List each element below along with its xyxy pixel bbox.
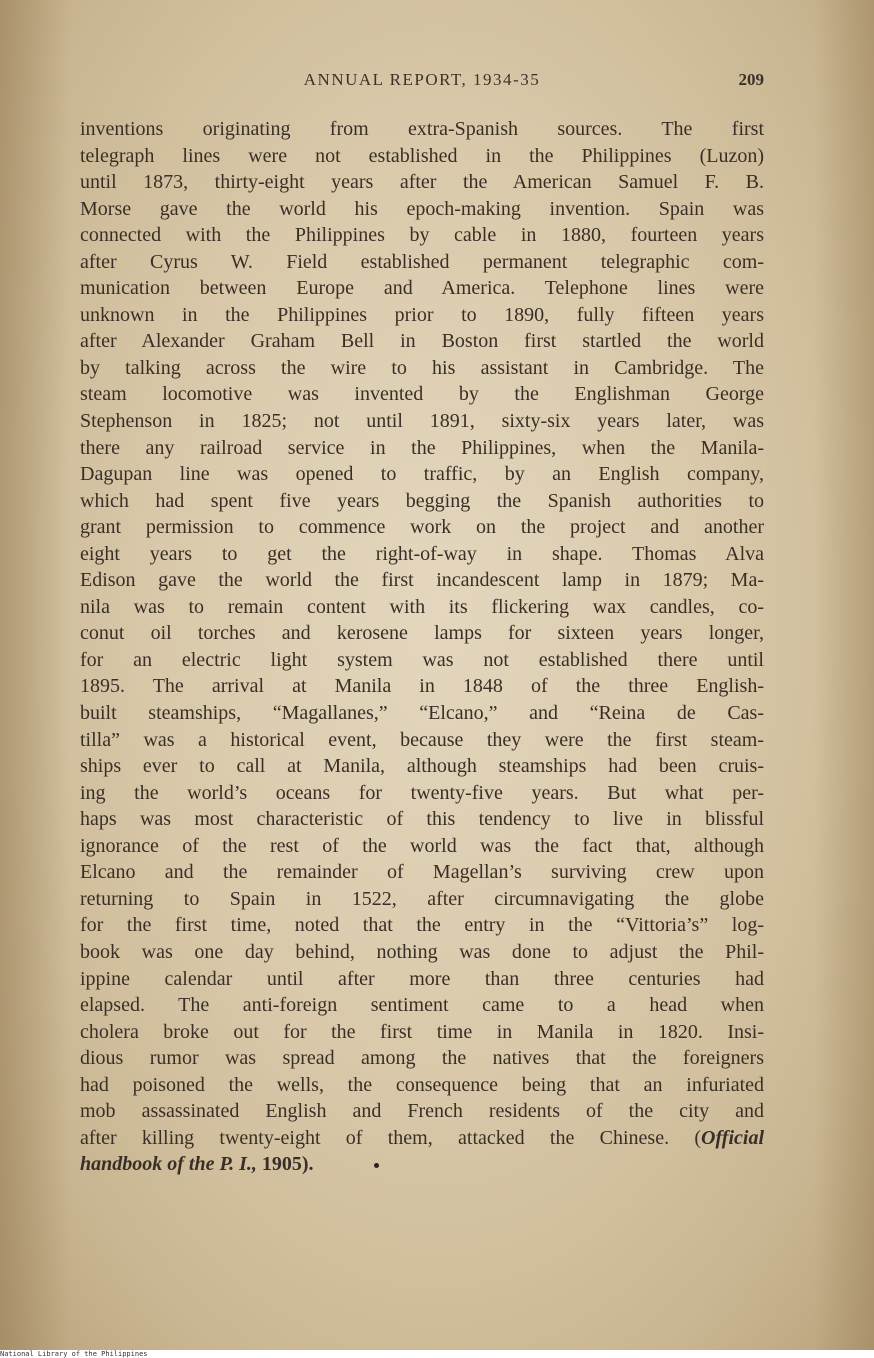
running-head: ANNUAL REPORT, 1934-35 bbox=[303, 70, 541, 89]
text-line: for the first time, noted that the entry in the “Vittoria’s” log- bbox=[80, 914, 764, 937]
text-line: for an electric light system was not established there until bbox=[80, 648, 764, 671]
footer-bar bbox=[0, 1350, 874, 1358]
page-number: 209 bbox=[738, 70, 764, 89]
penultimate-text: after killing twenty-eight of them, attacked the Chinese. ( bbox=[80, 1126, 702, 1149]
text-line: inventions originating from extra-Spanish sources. The first bbox=[80, 118, 764, 140]
text-line: nila was to remain content with its flickering wax candles, co- bbox=[80, 595, 764, 618]
text-line: ships ever to call at Manila, although steamships had been cruis- bbox=[80, 755, 764, 778]
citation-year: 1905). bbox=[256, 1153, 314, 1176]
text-line: Stephenson in 1825; not until 1891, sixty-six years later, was bbox=[80, 410, 764, 433]
text-line: mob assassinated English and French residents of the city and bbox=[80, 1100, 764, 1123]
citation-italic-handbook: handbook of the P. I., bbox=[80, 1153, 257, 1176]
text-line: ippine calendar until after more than three centuries had bbox=[80, 967, 764, 990]
footer-credit: National Library of the Philippines bbox=[0, 1350, 148, 1358]
text-line: had poisoned the wells, the consequence being that an infuriated bbox=[80, 1073, 764, 1096]
text-line: dious rumor was spread among the natives that the foreigners bbox=[80, 1047, 764, 1070]
text-line-last bbox=[80, 1151, 764, 1178]
text-line: Edison gave the world the first incandescent lamp in 1879; Ma- bbox=[80, 569, 764, 592]
body-text bbox=[80, 116, 764, 1178]
citation-italic-official: Official bbox=[701, 1126, 764, 1149]
bullet-mark bbox=[374, 1163, 379, 1168]
text-line: ignorance of the rest of the world was the fact that, although bbox=[80, 834, 764, 857]
text-line: Morse gave the world his epoch-making invention. Spain was bbox=[80, 197, 764, 220]
text-line: steam locomotive was invented by the Englishman George bbox=[80, 383, 764, 406]
text-line: haps was most characteristic of this tendency to live in blissful bbox=[80, 808, 764, 831]
text-line-penultimate bbox=[80, 1125, 764, 1152]
text-line: grant permission to commence work on the project and another bbox=[80, 516, 764, 539]
text-line: ing the world’s oceans for twenty-five years. But what per- bbox=[80, 781, 764, 804]
text-line: conut oil torches and kerosene lamps for sixteen years longer, bbox=[80, 622, 764, 645]
text-line: until 1873, thirty-eight years after the American Samuel F. B. bbox=[80, 171, 764, 194]
page-header bbox=[80, 70, 764, 100]
text-line: there any railroad service in the Philippines, when the Manila- bbox=[80, 436, 764, 459]
text-line: returning to Spain in 1522, after circumnavigating the globe bbox=[80, 887, 764, 910]
text-line: book was one day behind, nothing was done to adjust the Phil- bbox=[80, 940, 764, 963]
text-line: unknown in the Philippines prior to 1890, fully fifteen years bbox=[80, 303, 764, 326]
text-line: cholera broke out for the first time in Manila in 1820. Insi- bbox=[80, 1020, 764, 1043]
text-line: elapsed. The anti-foreign sentiment came to a head when bbox=[80, 994, 764, 1017]
text-line: telegraph lines were not established in the Philippines (Luzon) bbox=[80, 144, 764, 167]
text-line: which had spent five years begging the Spanish authorities to bbox=[80, 489, 764, 512]
text-line: by talking across the wire to his assistant in Cambridge. The bbox=[80, 356, 764, 379]
text-line: after Alexander Graham Bell in Boston first startled the world bbox=[80, 330, 764, 353]
text-line: after Cyrus W. Field established permanent telegraphic com- bbox=[80, 250, 764, 273]
text-line: Elcano and the remainder of Magellan’s surviving crew upon bbox=[80, 861, 764, 884]
text-line: munication between Europe and America. Telephone lines were bbox=[80, 277, 764, 300]
text-line: built steamships, “Magallanes,” “Elcano,” and “Reina de Cas- bbox=[80, 702, 764, 725]
text-line: Dagupan line was opened to traffic, by an English company, bbox=[80, 463, 764, 486]
text-line: eight years to get the right-of-way in shape. Thomas Alva bbox=[80, 542, 764, 565]
text-line: tilla” was a historical event, because they were the first steam- bbox=[80, 728, 764, 751]
text-line: 1895. The arrival at Manila in 1848 of the three English- bbox=[80, 675, 764, 698]
text-line: connected with the Philippines by cable in 1880, fourteen years bbox=[80, 224, 764, 247]
